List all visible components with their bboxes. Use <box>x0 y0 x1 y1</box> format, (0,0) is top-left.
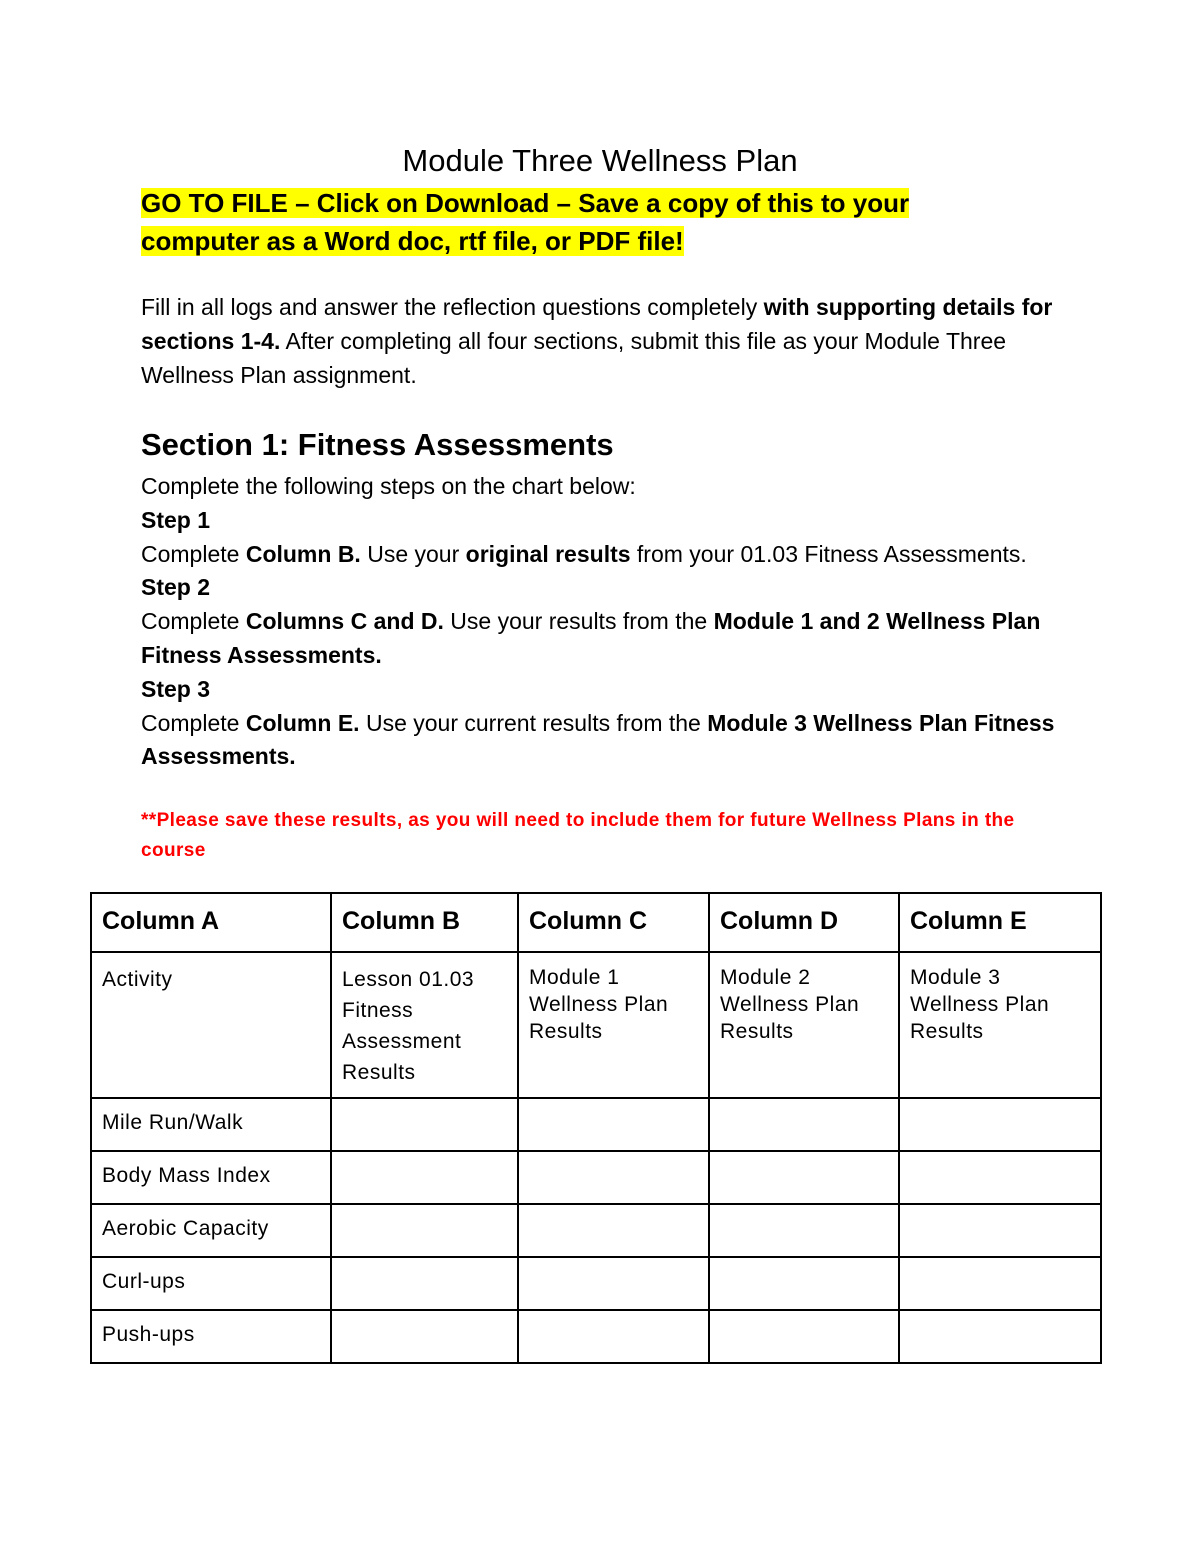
step-3-text: Complete Column E. Use your current results from the Module 3 Wellness Plan Fitness Assessments. <box>141 709 1055 770</box>
result-cell[interactable] <box>709 1151 899 1204</box>
step-2-text: Complete Columns C and D. Use your results from the Module 1 and 2 Wellness Plan Fitness Assessments. <box>141 608 1041 668</box>
result-cell[interactable] <box>518 1310 709 1363</box>
activity-cell: Mile Run/Walk <box>91 1098 331 1151</box>
header-column-b: Column B <box>331 893 518 952</box>
section-1-heading: Section 1: Fitness Assessments <box>141 427 614 462</box>
activity-cell: Curl-ups <box>91 1257 331 1310</box>
step-1-text: Complete Column B. Use your original results from your 01.03 Fitness Assessments. <box>141 540 1027 567</box>
intro-bold-text: with supporting details for sections 1-4. <box>141 294 1053 354</box>
result-cell[interactable] <box>518 1098 709 1151</box>
steps-lead: Complete the following steps on the chart below: <box>141 473 636 499</box>
result-cell[interactable] <box>331 1204 518 1257</box>
intro-paragraph <box>141 290 1071 392</box>
intro-text-1: Fill in all logs and answer the reflection questions completely <box>141 294 764 320</box>
step-3-label: Step 3 <box>141 675 211 702</box>
result-cell[interactable] <box>331 1098 518 1151</box>
subheader-module-1-results: Module 1 Wellness Plan Results <box>518 952 709 1098</box>
result-cell[interactable] <box>331 1151 518 1204</box>
subheader-module-3-results: Module 3 Wellness Plan Results <box>899 952 1101 1098</box>
result-cell[interactable] <box>518 1151 709 1204</box>
result-cell[interactable] <box>518 1257 709 1310</box>
result-cell[interactable] <box>331 1310 518 1363</box>
table-row <box>91 1098 1101 1151</box>
result-cell[interactable] <box>899 1151 1101 1204</box>
subheader-activity: Activity <box>91 952 331 1098</box>
result-cell[interactable] <box>899 1098 1101 1151</box>
result-cell[interactable] <box>331 1257 518 1310</box>
activity-cell: Body Mass Index <box>91 1151 331 1204</box>
header-column-a: Column A <box>91 893 331 952</box>
header-column-e: Column E <box>899 893 1101 952</box>
table-header-row <box>91 893 1101 952</box>
activity-cell: Push-ups <box>91 1310 331 1363</box>
result-cell[interactable] <box>899 1310 1101 1363</box>
header-column-d: Column D <box>709 893 899 952</box>
step-2-label: Step 2 <box>141 574 211 601</box>
save-results-note: **Please save these results, as you will need to include them for future Wellness Plans in the course <box>141 810 1015 861</box>
download-instructions-line-1: GO TO FILE – Click on Download – Save a copy of this to your <box>141 188 910 218</box>
table-row <box>91 1257 1101 1310</box>
table-row <box>91 1204 1101 1257</box>
result-cell[interactable] <box>709 1310 899 1363</box>
result-cell[interactable] <box>518 1204 709 1257</box>
result-cell[interactable] <box>899 1257 1101 1310</box>
result-cell[interactable] <box>899 1204 1101 1257</box>
subheader-module-2-results: Module 2 Wellness Plan Results <box>709 952 899 1098</box>
activity-cell: Aerobic Capacity <box>91 1204 331 1257</box>
section-1-instructions <box>141 470 1081 774</box>
result-cell[interactable] <box>709 1204 899 1257</box>
result-cell[interactable] <box>709 1098 899 1151</box>
download-instructions-line-2: computer as a Word doc, rtf file, or PDF file! <box>141 226 684 256</box>
step-1-label: Step 1 <box>141 506 211 533</box>
subheader-lesson-results: Lesson 01.03 Fitness Assessment Results <box>331 952 518 1098</box>
download-instructions <box>141 184 1101 260</box>
table-row <box>91 1151 1101 1204</box>
result-cell[interactable] <box>709 1257 899 1310</box>
fitness-assessment-table <box>90 892 1102 1364</box>
table-subheader-row <box>91 952 1101 1098</box>
document-title: Module Three Wellness Plan <box>402 143 798 178</box>
table-row <box>91 1310 1101 1363</box>
header-column-c: Column C <box>518 893 709 952</box>
intro-text-2: After completing all four sections, submit this file as your Module Three Wellness Plan assignment. <box>141 328 1007 388</box>
